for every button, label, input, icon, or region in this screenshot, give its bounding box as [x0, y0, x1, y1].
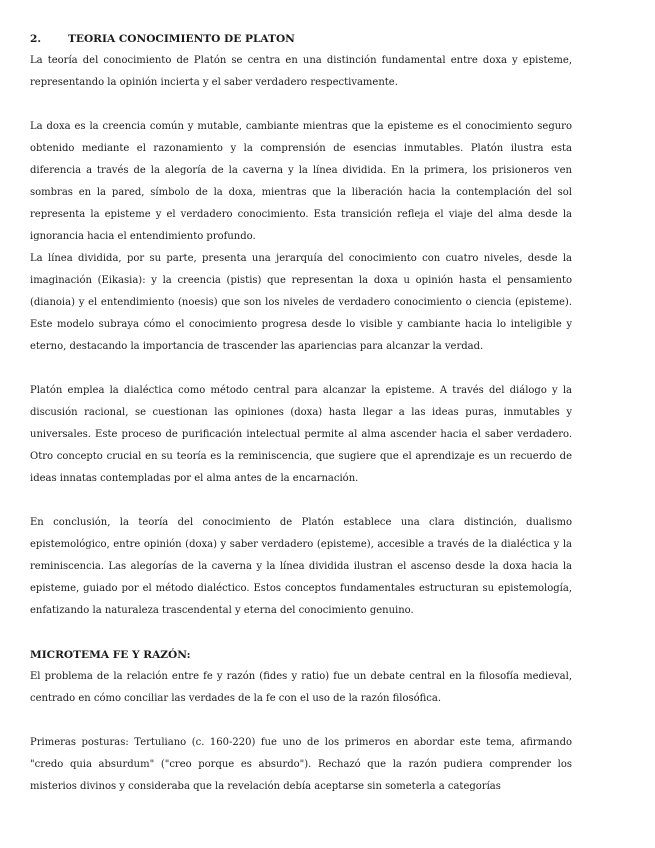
paragraph-spacer [30, 622, 572, 644]
section-heading [30, 28, 572, 50]
paragraph-linea-dividida: La línea dividida, por su parte, presenta una jerarquía del conocimiento con cuatro niveles, desde la imaginación (Eikasia): y la creencia (pistis) que representan la doxa u opinión hasta el pensamiento (dianoia) y el entendimiento (noesis) que son los niveles de verdadero conocimiento o ciencia (episteme). Este modelo subraya cómo el conocimiento progresa desde lo visible y cambiante hacia lo inteligible y eterno, destacando la importancia de trascender las apariencias para alcanzar la verdad. [30, 253, 572, 352]
paragraph-spacer [30, 358, 572, 380]
section-title: TEORIA CONOCIMIENTO DE PLATON [68, 33, 295, 45]
paragraph-dialectica: Platón emplea la dialéctica como método central para alcanzar la episteme. A través del diálogo y la discusión racional, se cuestionan las opiniones (doxa) hasta llegar a las ideas puras, inmutables y universales. Este proceso de purificación intelectual permite al alma ascender hacia el saber verdadero. Otro concepto crucial en su teoría es la reminiscencia, que sugiere que el aprendizaje es un recuerdo de ideas innatas contempladas por el alma antes de la encarnación. [30, 385, 572, 484]
paragraph-fe-razon: El problema de la relación entre fe y razón (fides y ratio) fue un debate central en la filosofía medieval, centrado en cómo conciliar las verdades de la fe con el uso de la razón filosófica. [30, 671, 572, 704]
paragraph-spacer [30, 710, 572, 732]
paragraph-primeras-posturas: Primeras posturas: Tertuliano (c. 160-220) fue uno de los primeros en abordar este tema, afirmando "credo quia absurdum" ("creo porque es absurdo"). Rechazó que la razón pudiera comprender los misterios divinos y consideraba que la revelación debía aceptarse sin someterla a categorías [30, 737, 572, 792]
microtema-heading: MICROTEMA FE Y RAZÓN: [30, 649, 191, 661]
paragraph-spacer [30, 490, 572, 512]
paragraph-intro: La teoría del conocimiento de Platón se centra en una distinción fundamental entre doxa y episteme, representando la opinión incierta y el saber verdadero respectivamente. [30, 55, 572, 88]
section-number: 2. [30, 33, 42, 45]
document-page [30, 28, 572, 798]
paragraph-spacer [30, 94, 572, 116]
paragraph-conclusion: En conclusión, la teoría del conocimiento de Platón establece una clara distinción, dualismo epistemológico, entre opinión (doxa) y saber verdadero (episteme), accesible a través de la dialéctica y la reminiscencia. Las alegorías de la caverna y la línea dividida ilustran el ascenso desde la doxa hacia la episteme, guiado por el método dialéctico. Estos conceptos fundamentales estructuran su epistemología, enfatizando la naturaleza trascendental y eterna del conocimiento genuino. [30, 517, 572, 616]
paragraph-doxa: La doxa es la creencia común y mutable, cambiante mientras que la episteme es el conocimiento seguro obtenido mediante el razonamiento y la comprensión de esencias inmutables. Platón ilustra esta diferencia a través de la alegoría de la caverna y la línea dividida. En la primera, los prisioneros ven sombras en la pared, símbolo de la doxa, mientras que la liberación hacia la contemplación del sol representa la episteme y el verdadero conocimiento. Esta transición refleja el viaje del alma desde la ignorancia hacia el entendimiento profundo. [30, 121, 572, 242]
